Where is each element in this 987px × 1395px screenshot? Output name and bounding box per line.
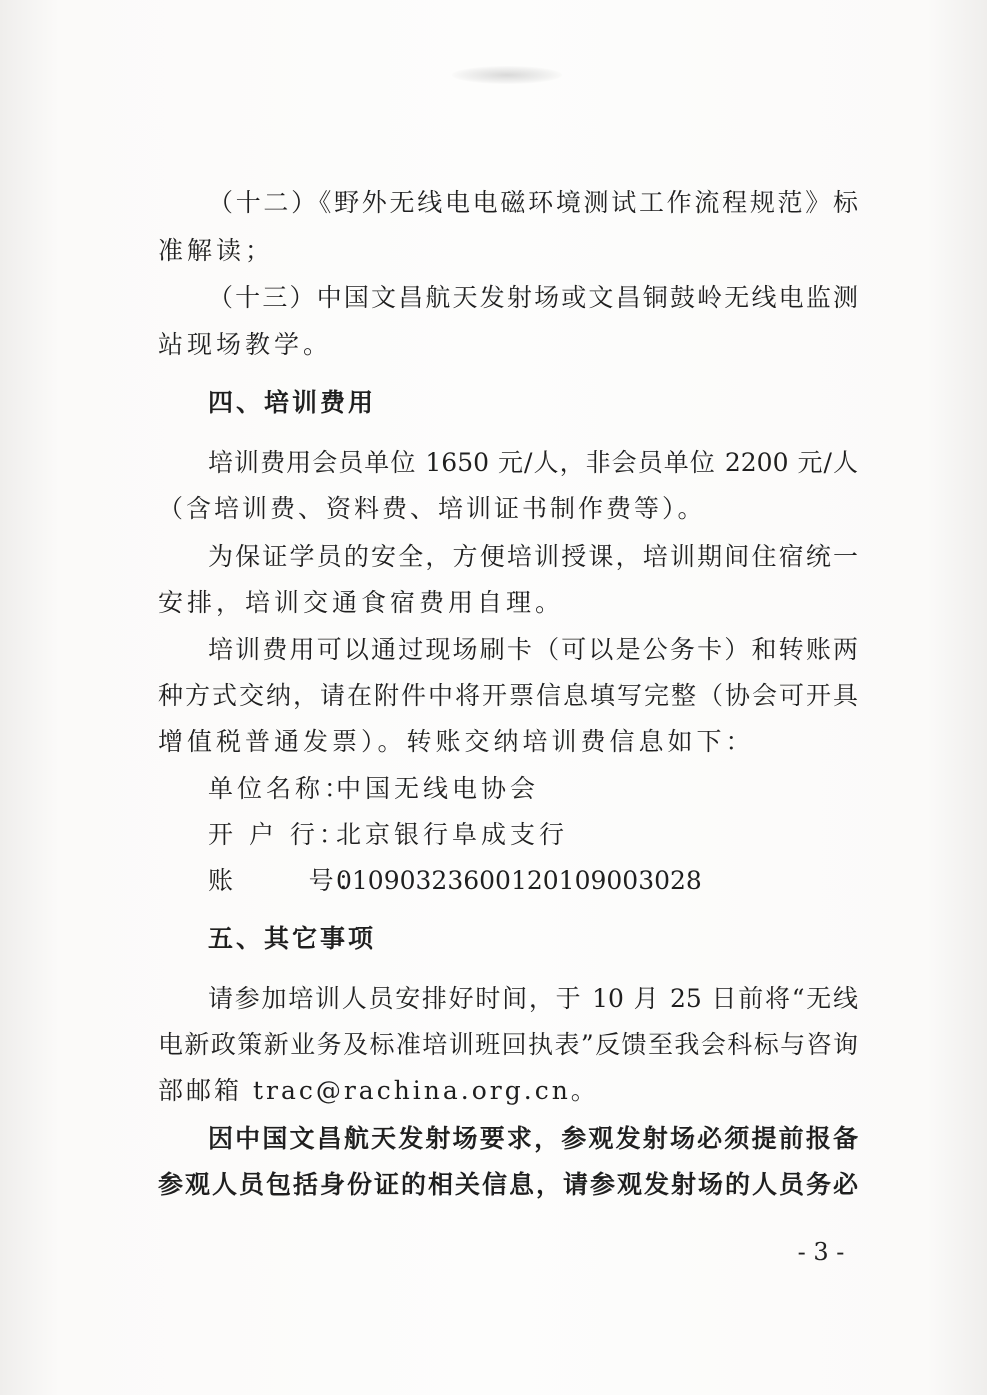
lodging-line-2: 安排，培训交通食宿费用自理。 <box>158 588 565 617</box>
other-line-1: 请参加培训人员安排好时间，于 10 月 25 日前将“无线 <box>208 984 858 1013</box>
notice-line-1: 因中国文昌航天发射场要求，参观发射场必须提前报备 <box>208 1124 858 1153</box>
bank-branch-value: 北京银行阜成支行 <box>336 820 569 849</box>
fee-line-2: （含培训费、资料费、培训证书制作费等）。 <box>158 494 706 523</box>
bank-account-value: 01090323600120109003028 <box>336 866 702 895</box>
payment-line-1: 培训费用可以通过现场刷卡（可以是公务卡）和转账两 <box>208 635 858 664</box>
bank-name-label: 单位名称： <box>208 774 354 803</box>
section-five-heading: 五、其它事项 <box>208 924 377 953</box>
payment-line-2: 种方式交纳，请在附件中将开票信息填写完整（协会可开具 <box>158 681 858 710</box>
section-four-heading: 四、培训费用 <box>208 388 377 417</box>
notice-line-2: 参观人员包括身份证的相关信息，请参观发射场的人员务必 <box>158 1170 858 1199</box>
item-thirteen-line-2: 站现场教学。 <box>158 330 333 359</box>
payment-line-3: 增值税普通发票）。转账交纳培训费信息如下： <box>158 727 755 756</box>
lodging-line-1: 为保证学员的安全，方便培训授课，培训期间住宿统一 <box>208 542 858 571</box>
bank-account-label: 账 号： <box>208 866 367 895</box>
bank-branch-label: 开 户 行： <box>208 820 348 849</box>
page-number: - 3 - <box>797 1238 845 1266</box>
item-thirteen-line-1: （十三）中国文昌航天发射场或文昌铜鼓岭无线电监测 <box>208 283 858 312</box>
other-line-3: 部邮箱 trac@rachina.org.cn。 <box>158 1076 599 1105</box>
item-twelve-line-1: （十二）《野外无线电电磁环境测试工作流程规范》标 <box>208 188 858 217</box>
bank-account-row <box>208 866 858 896</box>
fee-line-1: 培训费用会员单位 1650 元/人，非会员单位 2200 元/人 <box>208 448 858 477</box>
bank-branch-row <box>208 820 858 850</box>
bank-name-row <box>208 774 858 804</box>
scan-smudge <box>452 66 562 84</box>
other-line-2: 电新政策新业务及标准培训班回执表”反馈至我会科标与咨询 <box>158 1030 858 1059</box>
bank-name-value: 中国无线电协会 <box>336 774 540 803</box>
item-twelve-line-2: 准解读； <box>158 236 275 265</box>
